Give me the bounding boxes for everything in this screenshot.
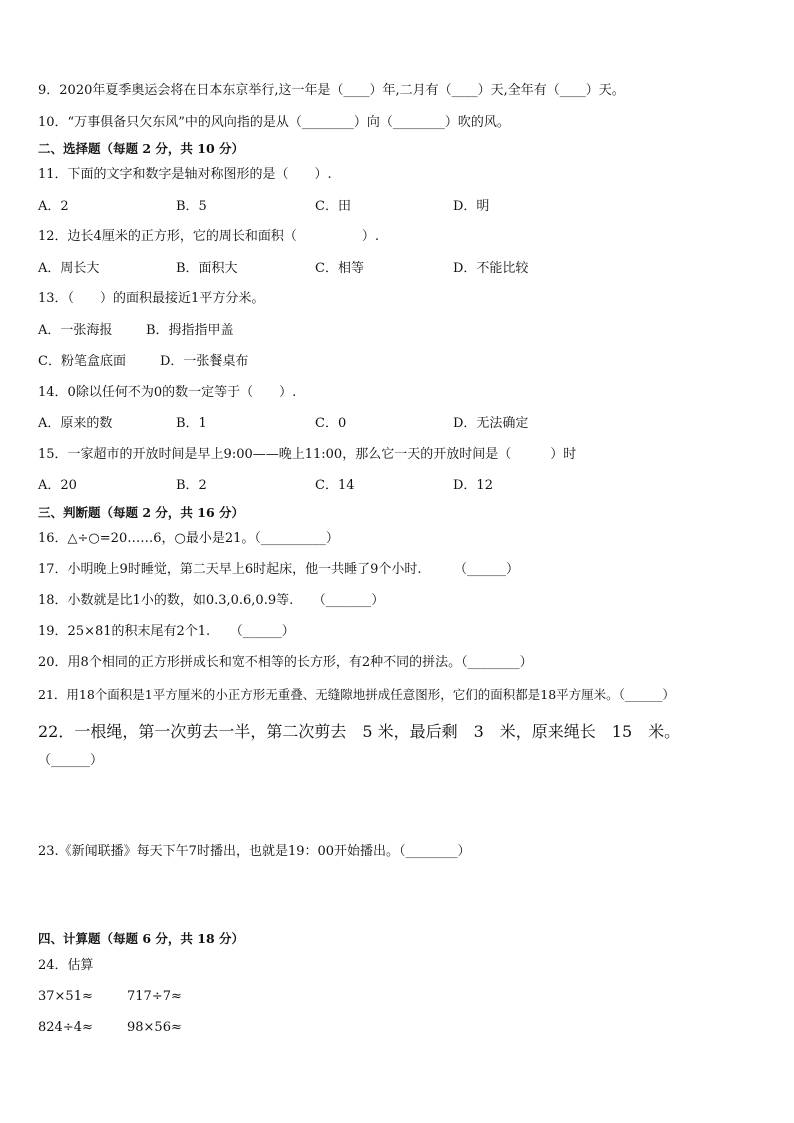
q20: 20．用8个相同的正方形拼成长和宽不相等的长方形，有2种不同的拼法。（________） [38, 655, 533, 670]
q12: 12．边长4厘米的正方形，它的周长和面积（ ）. [38, 229, 379, 244]
q23: 23.《新闻联播》每天下午7时播出，也就是19：00开始播出。（________） [38, 844, 471, 859]
q16: 16．△÷○=20……6，○最小是21。（__________） [38, 531, 339, 546]
q22-answer-blank: （______） [38, 753, 104, 768]
q14: 14．0除以任何不为0的数一定等于（ ）. [38, 385, 297, 400]
q13-option-b: B．拇指指甲盖 [146, 323, 234, 338]
estimate-4: 98×56≈ [127, 1020, 182, 1035]
estimate-3: 824÷4≈ [38, 1020, 93, 1035]
q21: 21．用18个面积是1平方厘米的小正方形无重叠、无缝隙地拼成任意图形，它们的面积都是18平方厘米。（______） [38, 687, 675, 702]
section-3-heading: 三、判断题（每题 2 分，共 16 分） [38, 505, 245, 520]
q15: 15．一家超市的开放时间是早上9:00——晚上11:00，那么它一天的开放时间是（ ）时 [38, 447, 577, 462]
q13-option-a: A．一张海报 [38, 323, 113, 338]
estimate-1: 37×51≈ [38, 989, 93, 1004]
q18: 18．小数就是比1小的数，如0.3,0.6,0.9等. （_______） [38, 593, 385, 608]
q15-option-b: B．2 [176, 478, 207, 493]
q11-option-a: A．2 [38, 199, 69, 214]
q11-option-b: B．5 [176, 199, 207, 214]
q13-option-c: C．粉笔盒底面 [38, 354, 126, 369]
q12-option-c: C．相等 [315, 261, 364, 276]
q19: 19．25×81的积末尾有2个1. （______） [38, 624, 295, 639]
q13: 13．（ ）的面积最接近1平方分米。 [38, 291, 265, 306]
q11-option-d: D．明 [453, 199, 490, 214]
section-2-heading: 二、选择题（每题 2 分，共 10 分） [38, 141, 245, 156]
q12-option-d: D．不能比较 [453, 261, 529, 276]
q14-option-c: C．0 [315, 416, 347, 431]
section-4-heading: 四、计算题（每题 6 分，共 18 分） [38, 931, 245, 946]
q17: 17．小明晚上9时睡觉，第二天早上6时起床，他一共睡了9个小时. （______） [38, 562, 519, 577]
q14-option-d: D．无法确定 [453, 416, 529, 431]
estimate-2: 717÷7≈ [127, 989, 182, 1004]
q12-option-b: B．面积大 [176, 261, 238, 276]
q11: 11．下面的文字和数字是轴对称图形的是（ ）. [38, 167, 332, 182]
q22: 22．一根绳，第一次剪去一半，第二次剪去 5 米，最后剩 3 米，原来绳长 15 米。 [38, 722, 681, 741]
q15-option-c: C．14 [315, 478, 355, 493]
q15-option-a: A．20 [38, 478, 77, 493]
q15-option-d: D．12 [453, 478, 493, 493]
q24: 24．估算 [38, 958, 94, 973]
q14-option-b: B．1 [176, 416, 207, 431]
q14-option-a: A．原来的数 [38, 416, 113, 431]
q10: 10．“万事俱备只欠东风”中的风向指的是从（________）向（________）吹的风。 [38, 115, 510, 130]
q13-option-d: D．一张餐桌布 [160, 354, 249, 369]
q12-option-a: A．周长大 [38, 261, 100, 276]
q9: 9．2020年夏季奥运会将在日本东京举行,这一年是（____）年,二月有（____）天,全年有（____）天。 [38, 83, 625, 98]
q11-option-c: C．田 [315, 199, 351, 214]
